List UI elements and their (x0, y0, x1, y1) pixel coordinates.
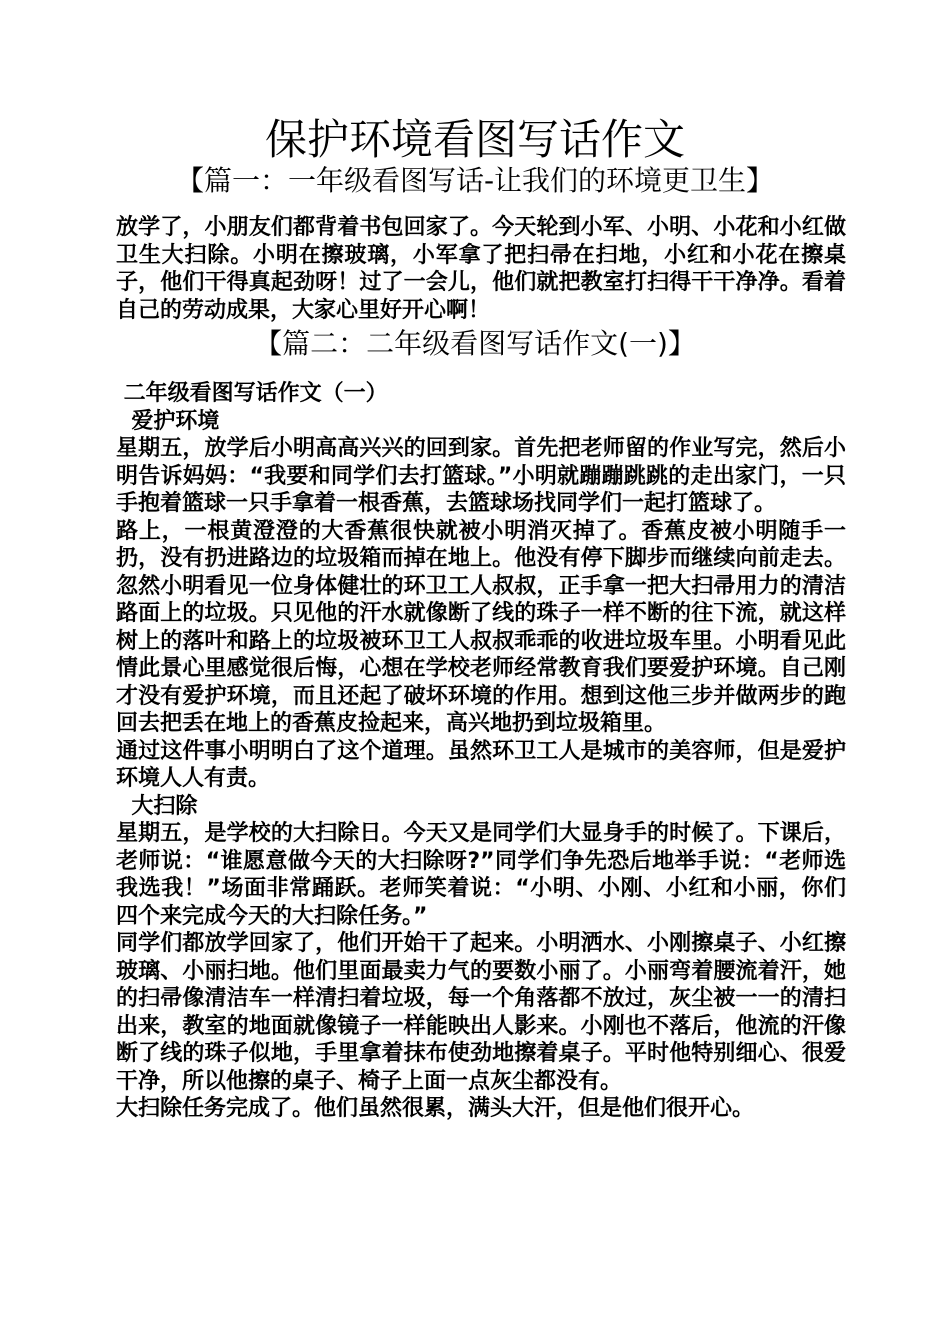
section-heading-2: 【篇二：二年级看图写话作文(一)】 (254, 327, 696, 360)
paragraph: 通过这件事小明明白了这个道理。虽然环卫工人是城市的美容师，但是爱护环境人人有责。 (116, 738, 846, 791)
section-1-body (116, 214, 846, 324)
section-2-body (116, 380, 846, 1123)
document-title: 保护环境看图写话作文 (264, 115, 685, 164)
paragraph: 同学们都放学回家了，他们开始干了起来。小明洒水、小刚擦桌子、小红擦玻璃、小丽扫地。他们里面最卖力气的要数小丽了。小丽弯着腰流着汗，她的扫帚像清洁车一样清扫着垃圾，每一个角落都不放过，灰尘被一一的清扫出来，教室的地面就像镜子一样能映出人影来。小刚也不落后，他流的汗像断了线的珠子似地，手里拿着抹布使劲地擦着桌子。平时他特别细心、很爱干净，所以他擦的桌子、椅子上面一点灰尘都没有。 (116, 931, 846, 1094)
paragraph-heading-environment: 爱护环境 (116, 408, 220, 434)
paragraph: 放学了，小朋友们都背着书包回家了。今天轮到小军、小明、小花和小红做卫生大扫除。小明在擦玻璃，小军拿了把扫帚在扫地，小红和小花在擦桌子，他们干得真起劲呀！过了一会儿，他们就把教室打扫得干干净净。看着自己的劳动成果，大家心里好开心啊！ (116, 215, 846, 323)
paragraph: 大扫除任务完成了。他们虽然很累，满头大汗，但是他们很开心。 (116, 1096, 755, 1121)
paragraph: 星期五，放学后小明高高兴兴的回到家。首先把老师留的作业写完，然后小明告诉妈妈：“我要和同学们去打篮球。”小明就蹦蹦跳跳的走出家门，一只手抱着篮球一只手拿着一根香蕉，去篮球场找同学们一起打篮球了。 (116, 436, 846, 516)
paragraph-heading-cleanup: 大扫除 (116, 793, 198, 819)
paragraph-subtitle: 二年级看图写话作文（一） (116, 381, 388, 406)
section-heading-1: 【篇一：一年级看图写话-让我们的环境更卫生】 (175, 164, 775, 197)
paragraph: 路上，一根黄澄澄的大香蕉很快就被小明消灭掉了。香蕉皮被小明随手一扔，没有扔进路边的垃圾箱而掉在地上。他没有停下脚步而继续向前走去。忽然小明看见一位身体健壮的环卫工人叔叔，正手拿一把大扫帚用力的清洁路面上的垃圾。只见他的汗水就像断了线的珠子一样不断的往下流，就这样树上的落叶和路上的垃圾被环卫工人叔叔乖乖的收进垃圾车里。小明看见此情此景心里感觉很后悔，心想在学校老师经常教育我们要爱护环境。自己刚才没有爱护环境，而且还起了破坏环境的作用。想到这他三步并做两步的跑回去把丢在地上的香蕉皮捡起来，高兴地扔到垃圾箱里。 (116, 518, 846, 736)
paragraph: 星期五，是学校的大扫除日。今天又是同学们大显身手的时候了。下课后，老师说：“谁愿意做今天的大扫除呀?”同学们争先恐后地举手说：“老师选我选我！”场面非常踊跃。老师笑着说：“小明、小刚、小红和小丽，你们四个来完成今天的大扫除任务。” (116, 821, 846, 929)
